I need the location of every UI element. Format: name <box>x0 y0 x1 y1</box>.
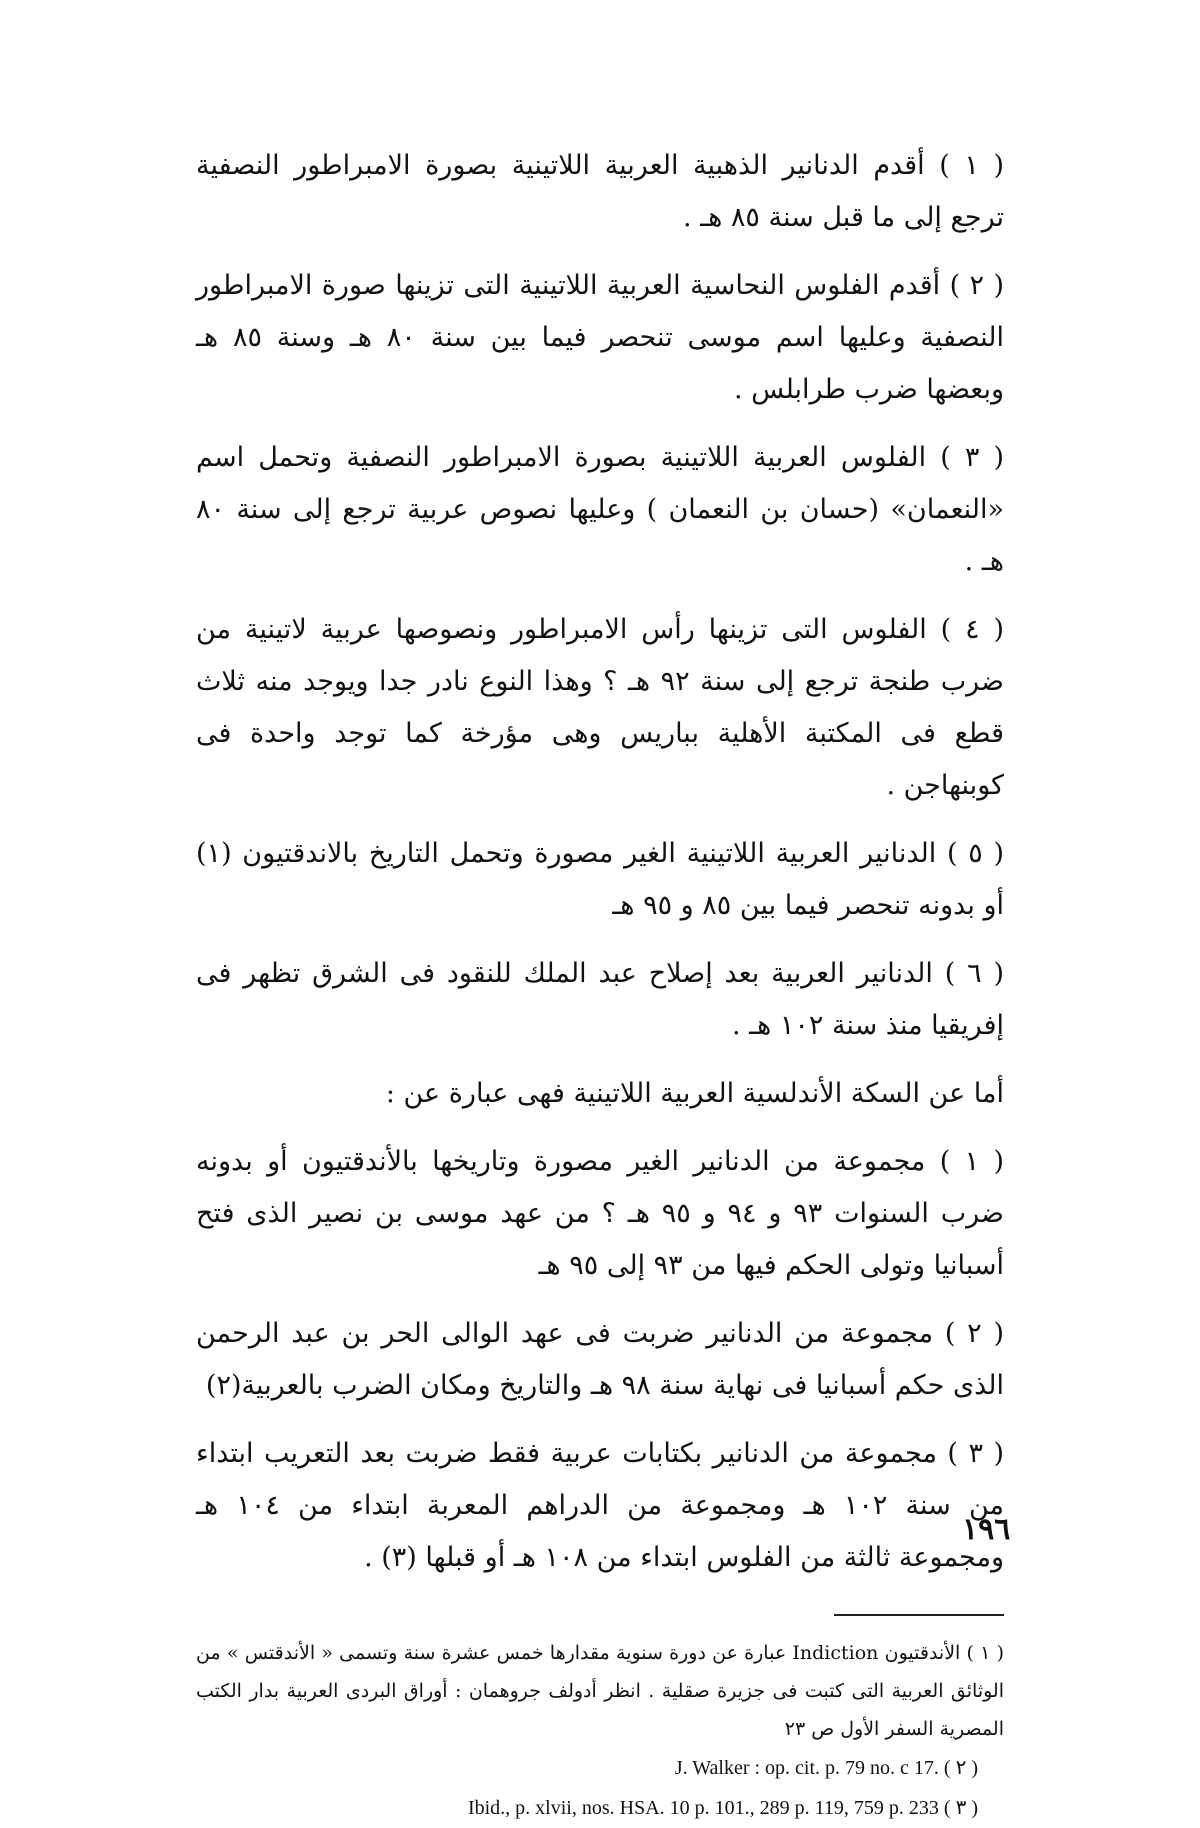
paragraph-5: ( ٥ ) الدنانير العربية اللاتينية الغير مصورة وتحمل التاريخ بالاندقتيون (١) أو بدونه تنحصر فيما بين ٨٥ و ٩٥ هـ <box>196 838 1004 921</box>
paragraph-3: ( ٣ ) الفلوس العربية اللاتينية بصورة الامبراطور النصفية وتحمل اسم «النعمان» (حسان بن النعمان ) وعليها نصوص عربية ترجع إلى سنة ٨٠ هـ . <box>196 442 1005 577</box>
footnote-1: ( ١ ) الأندقتيون Indiction عبارة عن دورة سنوية مقدارها خمس عشرة سنة وتسمى « الأندقتس » من الوثائق العربية التى كتبت فى جزيرة صقلية . انظر أدولف جروهمان : أوراق البردى العربية بدار الكتب المصرية السفر الأول ص ٢٣ <box>196 1642 1005 1740</box>
footnote-2: J. Walker : op. cit. p. 79 no. c 17. ( ٢ ) <box>674 1757 978 1779</box>
andalus-item-3: ( ٣ ) مجموعة من الدنانير بكتابات عربية فقط ضربت بعد التعريب ابتداء من سنة ١٠٢ هـ ومجموعة من الدراهم المعربة ابتداء من ١٠٤ هـ ومجموعة ثالثة من الفلوس ابتداء من ١٠٨ هـ أو قبلها (٣) . <box>196 1438 1004 1573</box>
page-number: ١٩٦ <box>962 1512 1011 1547</box>
main-text <box>196 140 1004 1584</box>
paragraph-4: ( ٤ ) الفلوس التى تزينها رأس الامبراطور ونصوصها عربية لاتينية من ضرب طنجة ترجع إلى سنة ٩٢ هـ ؟ وهذا النوع نادر جدا ويوجد منه ثلاث قطع فى المكتبة الأهلية بباريس وهى مؤرخة كما توجد واحدة فى كوبنهاجن . <box>196 614 1004 801</box>
footnote-divider <box>834 1614 1004 1616</box>
footnotes <box>196 1634 1004 1828</box>
andalus-item-2: ( ٢ ) مجموعة من الدنانير ضربت فى عهد الوالى الحر بن عبد الرحمن الذى حكم أسبانيا فى نهاية سنة ٩٨ هـ والتاريخ ومكان الضرب بالعربية(٢) <box>196 1318 1004 1401</box>
paragraph-2: ( ٢ ) أقدم الفلوس النحاسية العربية اللاتينية التى تزينها صورة الامبراطور النصفية وعليها اسم موسى تنحصر فيما بين سنة ٨٠ هـ وسنة ٨٥ هـ وبعضها ضرب طرابلس . <box>196 270 1005 405</box>
paragraph-6: ( ٦ ) الدنانير العربية بعد إصلاح عبد الملك للنقود فى الشرق تظهر فى إفريقيا منذ سنة ١٠٢ هـ . <box>196 958 1004 1041</box>
footnote-3: Ibid., p. xlvii, nos. HSA. 10 p. 101., 289 p. 119, 759 p. 233 ( ٣ ) <box>467 1797 978 1819</box>
andalus-item-1: ( ١ ) مجموعة من الدنانير الغير مصورة وتاريخها بالأندقتيون أو بدونه ضرب السنوات ٩٣ و ٩٤ و ٩٥ هـ ؟ من عهد موسى بن نصير الذى فتح أسبانيا وتولى الحكم فيها من ٩٣ إلى ٩٥ هـ <box>196 1146 1004 1281</box>
paragraph-1: ( ١ ) أقدم الدنانير الذهبية العربية اللاتينية بصورة الامبراطور النصفية ترجع إلى ما قبل سنة ٨٥ هـ . <box>196 150 1005 233</box>
andalus-intro: أما عن السكة الأندلسية العربية اللاتينية فهى عبارة عن : <box>385 1078 1004 1109</box>
